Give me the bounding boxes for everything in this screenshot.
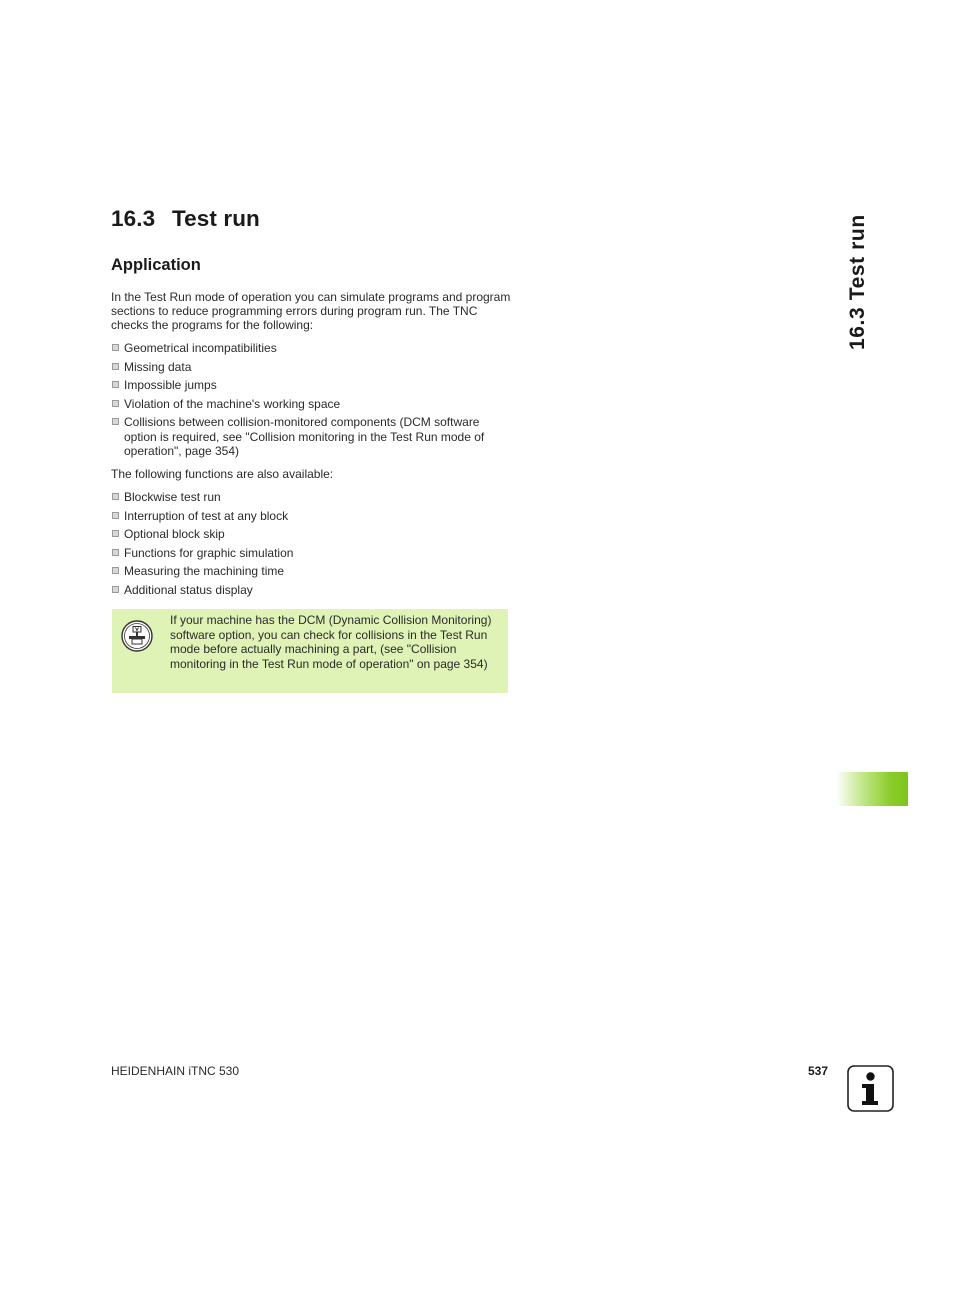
list-item: Collisions between collision-monitored components (DCM software option is required, see "Collision monitoring in the Test Run mode of operation", page 354) <box>111 415 511 458</box>
list-item: Additional status display <box>111 583 511 597</box>
list-item: Missing data <box>111 360 511 374</box>
running-chapter-title: 16.3 Test run <box>846 214 869 350</box>
chapter-thumb-tab <box>836 772 908 806</box>
square-bullet-icon <box>112 400 119 407</box>
machine-parameter-icon <box>121 620 153 652</box>
square-bullet-icon <box>112 512 119 519</box>
list-item: Interruption of test at any block <box>111 509 511 523</box>
square-bullet-icon <box>112 567 119 574</box>
list-item: Optional block skip <box>111 527 511 541</box>
square-bullet-icon <box>112 344 119 351</box>
square-bullet-icon <box>112 363 119 370</box>
functions-list <box>111 490 511 602</box>
subsection-heading: Application <box>111 256 201 274</box>
section-number: 16.3 <box>111 206 156 231</box>
list-item: Blockwise test run <box>111 490 511 504</box>
square-bullet-icon <box>112 530 119 537</box>
checks-list <box>111 341 511 462</box>
section-heading <box>111 206 260 232</box>
list-item: Functions for graphic simulation <box>111 546 511 560</box>
square-bullet-icon <box>112 549 119 556</box>
square-bullet-icon <box>112 381 119 388</box>
square-bullet-icon <box>112 493 119 500</box>
list-item: Measuring the machining time <box>111 564 511 578</box>
intro-paragraph: In the Test Run mode of operation you can simulate programs and program sections to reduce programming errors during program run. The TNC checks the programs for the following: <box>111 290 511 333</box>
section-title: Test run <box>172 206 260 231</box>
note-text: If your machine has the DCM (Dynamic Collision Monitoring) software option, you can check for collisions in the Test Run mode before actually machining a part, (see "Collision monitoring in the Test Run mode of operation" on page 354) <box>170 613 492 671</box>
page-number: 537 <box>808 1064 829 1078</box>
functions-intro: The following functions are also available: <box>111 467 334 481</box>
note-box <box>112 609 508 693</box>
square-bullet-icon <box>112 418 119 425</box>
list-item: Violation of the machine's working space <box>111 397 511 411</box>
square-bullet-icon <box>112 586 119 593</box>
list-item: Impossible jumps <box>111 378 511 392</box>
footer-manual-title: HEIDENHAIN iTNC 530 <box>111 1064 240 1078</box>
list-item: Geometrical incompatibilities <box>111 341 511 355</box>
info-icon <box>847 1065 894 1112</box>
